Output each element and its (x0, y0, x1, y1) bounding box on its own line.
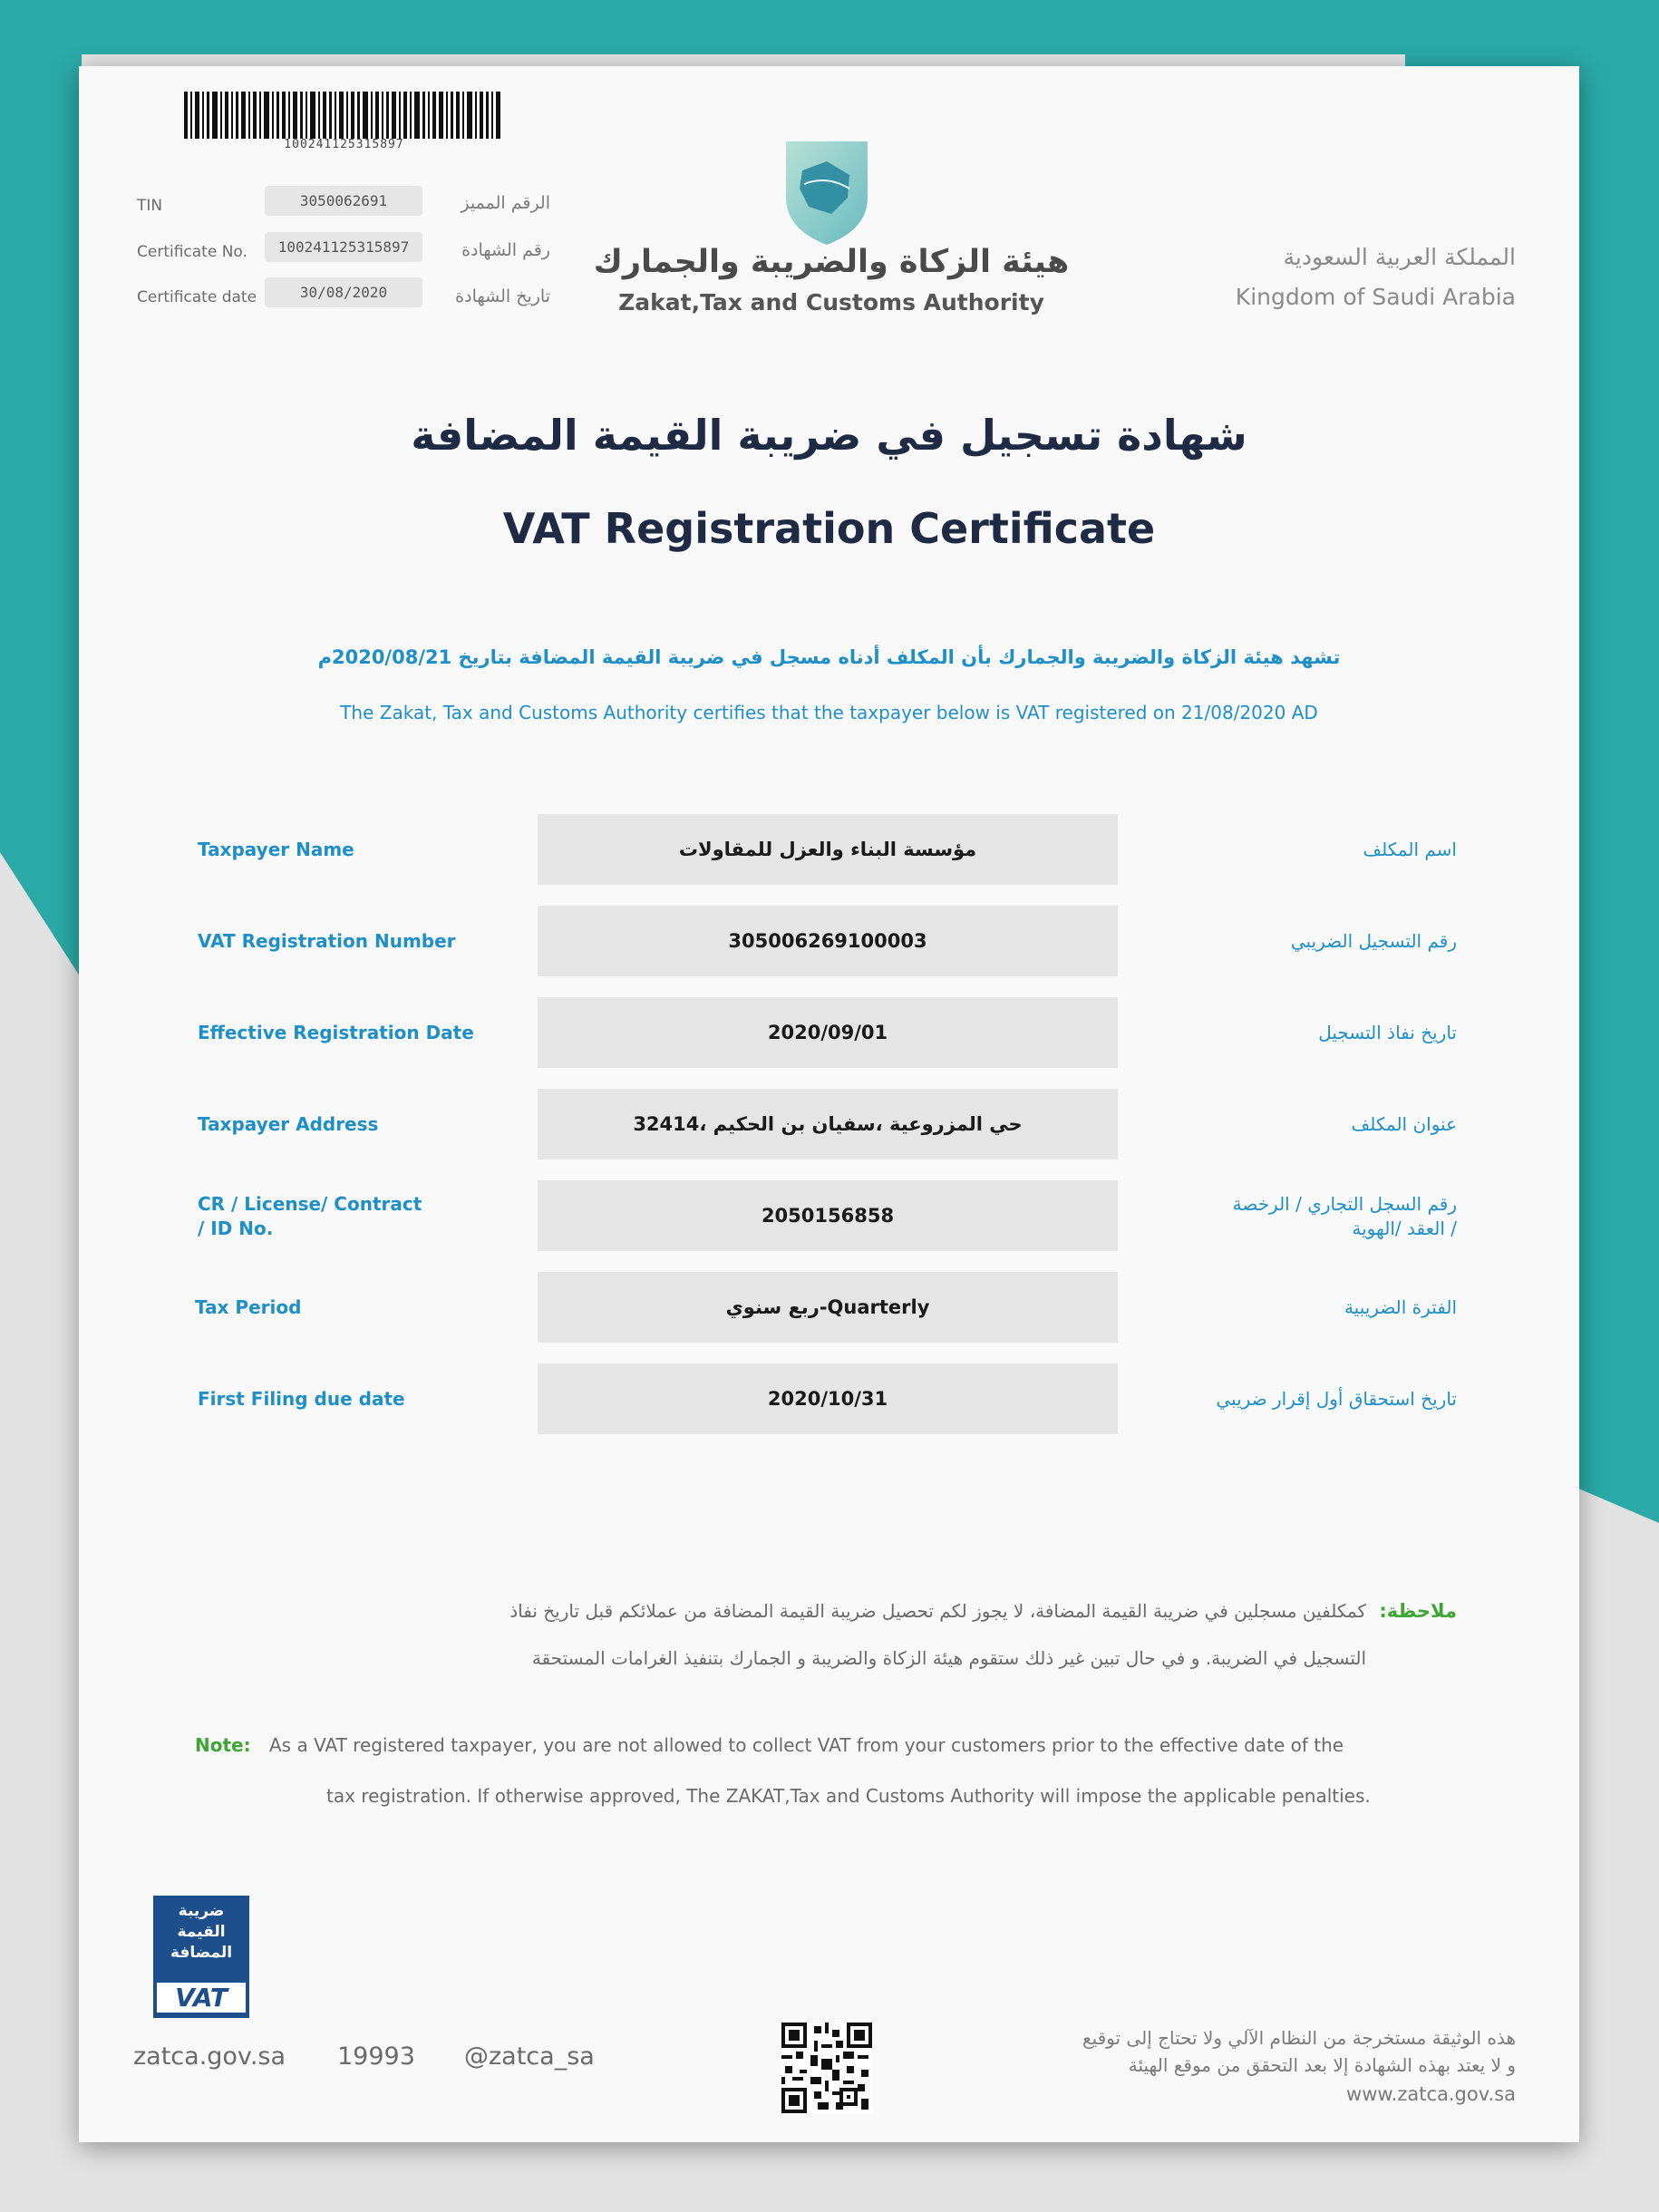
vat-registration-number-label: VAT Registration Number (198, 930, 456, 952)
cr-license-value: 2050156858 (538, 1180, 1118, 1251)
certificate-number-value: 100241125315897 (265, 232, 422, 262)
note-text-en-line1: As a VAT registered taxpayer, you are not allowed to collect VAT from your customers prior to the effective date of the (269, 1734, 1344, 1756)
certification-text-ar: تشهد هيئة الزكاة والضريبة والجمارك بأن المكلف أدناه مسجل في ضريبة القيمة المضافة بتاريخ 2020/08/21م (317, 646, 1341, 668)
tin-value: 3050062691 (265, 186, 422, 216)
taxpayer-address-label-ar: عنوان المكلف (1351, 1113, 1457, 1135)
footer-website[interactable]: zatca.gov.sa (133, 2042, 286, 2071)
taxpayer-name-value: مؤسسة البناء والعزل للمقاولات (538, 814, 1118, 885)
kingdom-name-en: Kingdom of Saudi Arabia (1235, 284, 1516, 310)
barcode-icon (184, 92, 504, 139)
kingdom-name-ar: المملكة العربية السعودية (1283, 244, 1516, 270)
vat-logo (153, 1896, 249, 2017)
taxpayer-name-label-ar: اسم المكلف (1363, 839, 1457, 860)
certificate-number-label: Certificate No. (137, 243, 247, 261)
note-label-en: Note: (195, 1734, 251, 1756)
zatca-emblem-icon (777, 134, 877, 247)
vat-logo-text-ar-3: المضافة (170, 1944, 233, 1962)
effective-registration-date-label-ar: تاريخ نفاذ التسجيل (1318, 1022, 1457, 1043)
first-filing-due-date-label-ar: تاريخ استحقاق أول إقرار ضريبي (1216, 1388, 1457, 1410)
first-filing-due-date-label: First Filing due date (198, 1388, 405, 1410)
note-text-ar-line1: كمكلفين مسجلين في ضريبة القيمة المضافة، لا يجوز لكم تحصيل ضريبة القيمة المضافة من عملائكم قبل تاريخ نفاذ (509, 1600, 1366, 1622)
effective-registration-date-value: 2020/09/01 (538, 997, 1118, 1068)
authority-name-en: Zakat,Tax and Customs Authority (618, 289, 1044, 315)
vat-logo-text-ar-1: ضريبة (178, 1902, 225, 1920)
disclaimer-ar-line2: و لا يعتد بهذه الشهادة إلا بعد التحقق من موقع الهيئة (1128, 2054, 1516, 2076)
tax-period-label-ar: الفترة الضريبية (1344, 1296, 1457, 1318)
certificate-document (79, 66, 1579, 2142)
vat-logo-text-en: VAT (157, 1983, 246, 2013)
tax-period-value: ربع سنوي-Quarterly (538, 1272, 1118, 1343)
cr-license-label-line2: / ID No. (198, 1218, 274, 1239)
certificate-date-value: 30/08/2020 (265, 277, 422, 307)
certificate-date-label-ar: تاريخ الشهادة (455, 286, 550, 306)
taxpayer-name-label: Taxpayer Name (198, 839, 354, 860)
qr-code-icon (781, 2023, 872, 2113)
authority-name-ar: هيئة الزكاة والضريبة والجمارك (593, 244, 1070, 280)
certificate-date-label: Certificate date (137, 288, 257, 306)
certificate-number-label-ar: رقم الشهادة (461, 240, 550, 260)
disclaimer-url[interactable]: www.zatca.gov.sa (1346, 2083, 1516, 2105)
tax-period-label: Tax Period (195, 1296, 302, 1318)
note-label-ar: ملاحظة: (1379, 1600, 1457, 1622)
vat-registration-number-label-ar: رقم التسجيل الضريبي (1290, 930, 1457, 952)
note-text-en-line2: tax registration. If otherwise approved, The ZAKAT,Tax and Customs Authority will impose the applicable penalties. (326, 1785, 1371, 1807)
certification-text-en: The Zakat, Tax and Customs Authority certifies that the taxpayer below is VAT registered on 21/08/2020 AD (340, 702, 1318, 723)
cr-license-label-ar-line2: / العقد /الهوية (1352, 1218, 1457, 1239)
first-filing-due-date-value: 2020/10/31 (538, 1363, 1118, 1434)
cr-license-label-line1: CR / License/ Contract (198, 1193, 422, 1215)
taxpayer-address-value: حي المزروعية ،سفيان بن الحكيم ،32414 (538, 1089, 1118, 1159)
title-ar: شهادة تسجيل في ضريبة القيمة المضافة (411, 411, 1247, 460)
cr-license-label-ar-line1: رقم السجل التجاري / الرخصة (1232, 1193, 1457, 1215)
disclaimer-ar-line1: هذه الوثيقة مستخرجة من النظام الآلي ولا تحتاج إلى توقيع (1082, 2027, 1516, 2049)
vat-logo-text-ar-2: القيمة (177, 1923, 226, 1941)
barcode-number: 100241125315897 (284, 138, 404, 151)
tin-label-ar: الرقم المميز (461, 193, 550, 213)
taxpayer-address-label: Taxpayer Address (198, 1113, 379, 1135)
title-en: VAT Registration Certificate (502, 504, 1156, 553)
note-text-ar-line2: التسجيل في الضريبة. و في حال تبين غير ذلك ستقوم هيئة الزكاة والضريبة و الجمارك بتنفيذ الغرامات المستحقة (531, 1647, 1366, 1669)
vat-registration-number-value: 305006269100003 (538, 906, 1118, 976)
footer-social-handle[interactable]: @zatca_sa (464, 2042, 595, 2071)
effective-registration-date-label: Effective Registration Date (198, 1022, 474, 1043)
footer-phone[interactable]: 19993 (337, 2042, 415, 2071)
tin-label: TIN (137, 197, 163, 215)
